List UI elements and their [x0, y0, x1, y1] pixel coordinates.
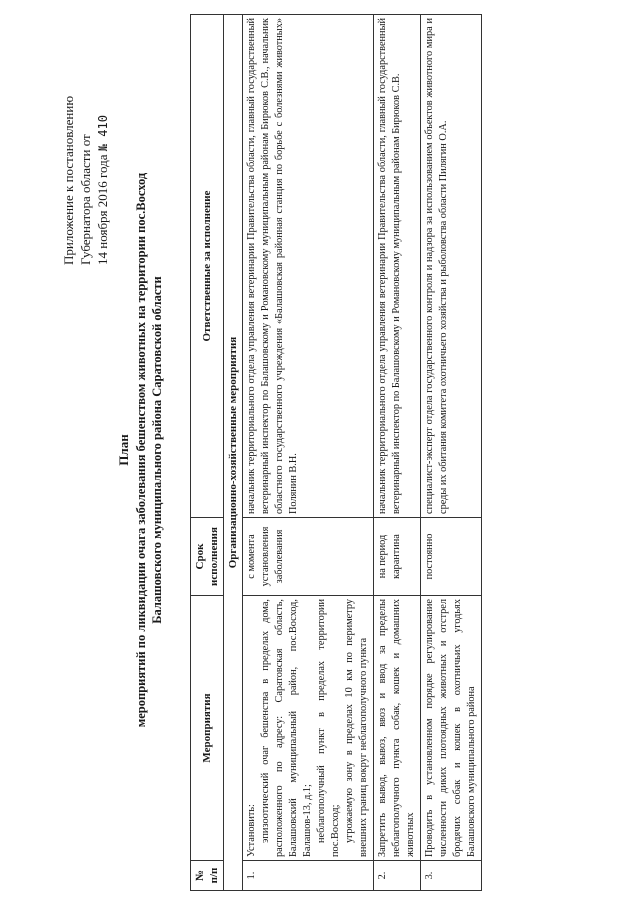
measure-cell [243, 596, 374, 861]
header-num: № п/п [191, 861, 224, 891]
approval-number: № 410 [96, 115, 110, 152]
heading-line-2: Балашовского муниципального района Саратовской области [150, 276, 164, 624]
term-cell: с момента установления заболевания [243, 518, 374, 596]
header-measures: Мероприятия [191, 596, 224, 861]
row-number: 2. [374, 861, 421, 891]
approval-line-2: Губернатора области от [78, 134, 93, 265]
term-cell: постоянно [421, 518, 482, 596]
table-row [243, 15, 374, 891]
measure-text: неблагополучный пункт в пределах территории пос.Восход; [316, 599, 341, 857]
approval-line-1: Приложение к постановлению [61, 95, 76, 265]
term-cell: на период карантина [374, 518, 421, 596]
heading-line-1: мероприятий по ликвидации очага заболевания бешенством животных на территории пос.Восход [134, 172, 148, 728]
responsible-cell: начальник территориального отдела управления ветеринарии Правительства области, главный государственный ветеринарный инспектор по Балашовскому и Романовскому муниципальным районам Бирюков С.В., начальник областного государственного учреждения «Балашовская районная станция по борьбе с болезнями животных» Полянин В.Н. [243, 15, 374, 518]
plan-table [190, 14, 482, 891]
responsible-cell: начальник территориального отдела управления ветеринарии Правительства области, главный государственный ветеринарный инспектор по Балашовскому и Романовскому муниципальным районам Бирюков С.В. [374, 15, 421, 518]
measure-cell [421, 596, 482, 861]
row-number: 3. [421, 861, 482, 891]
measure-text: Проводить в установленном порядке регулирование численности диких плотоядных животных и отстрел бродячих собак и кошек в охотничьих угодьях Балашовского муниципального района [424, 599, 477, 857]
header-responsible: Ответственные за исполнение [191, 15, 224, 518]
measure-text: Запретить вывод, вывоз, ввоз и ввод за пределы неблагополучного пункта собак, кошек и домашних животных [377, 599, 416, 857]
document-heading [116, 35, 165, 865]
table-header-row [191, 15, 224, 891]
section-title: Организационно-хозяйственные мероприятия [224, 15, 243, 891]
table-row [374, 15, 421, 891]
approval-date-line [94, 35, 112, 265]
responsible-cell: специалист-эксперт отдела государственного контроля и надзора за использованием объектов животного мира и среды их обитания комитета охотничьего хозяйства и рыболовства области Пилягин О.А. [421, 15, 482, 518]
measure-cell [374, 596, 421, 861]
table-row [421, 15, 482, 891]
measure-text: эпизоотический очаг бешенства в пределах дома, расположенного по адресу: Саратовская область, Балашовский муниципальный район, пос.Восход, Балашов-13, д.1; [260, 599, 313, 857]
document-title: План [116, 434, 131, 466]
approval-date: 14 ноября 2016 года [95, 154, 110, 265]
row-number: 1. [243, 861, 374, 891]
section-row [224, 15, 243, 891]
measure-text: Установить: [246, 804, 257, 857]
measure-text: угрожаемую зону в пределах 10 км по периметру внешних границ вокруг неблагополучного пункта [344, 599, 369, 857]
header-term: Срок исполнения [191, 518, 224, 596]
approval-block [60, 35, 112, 265]
